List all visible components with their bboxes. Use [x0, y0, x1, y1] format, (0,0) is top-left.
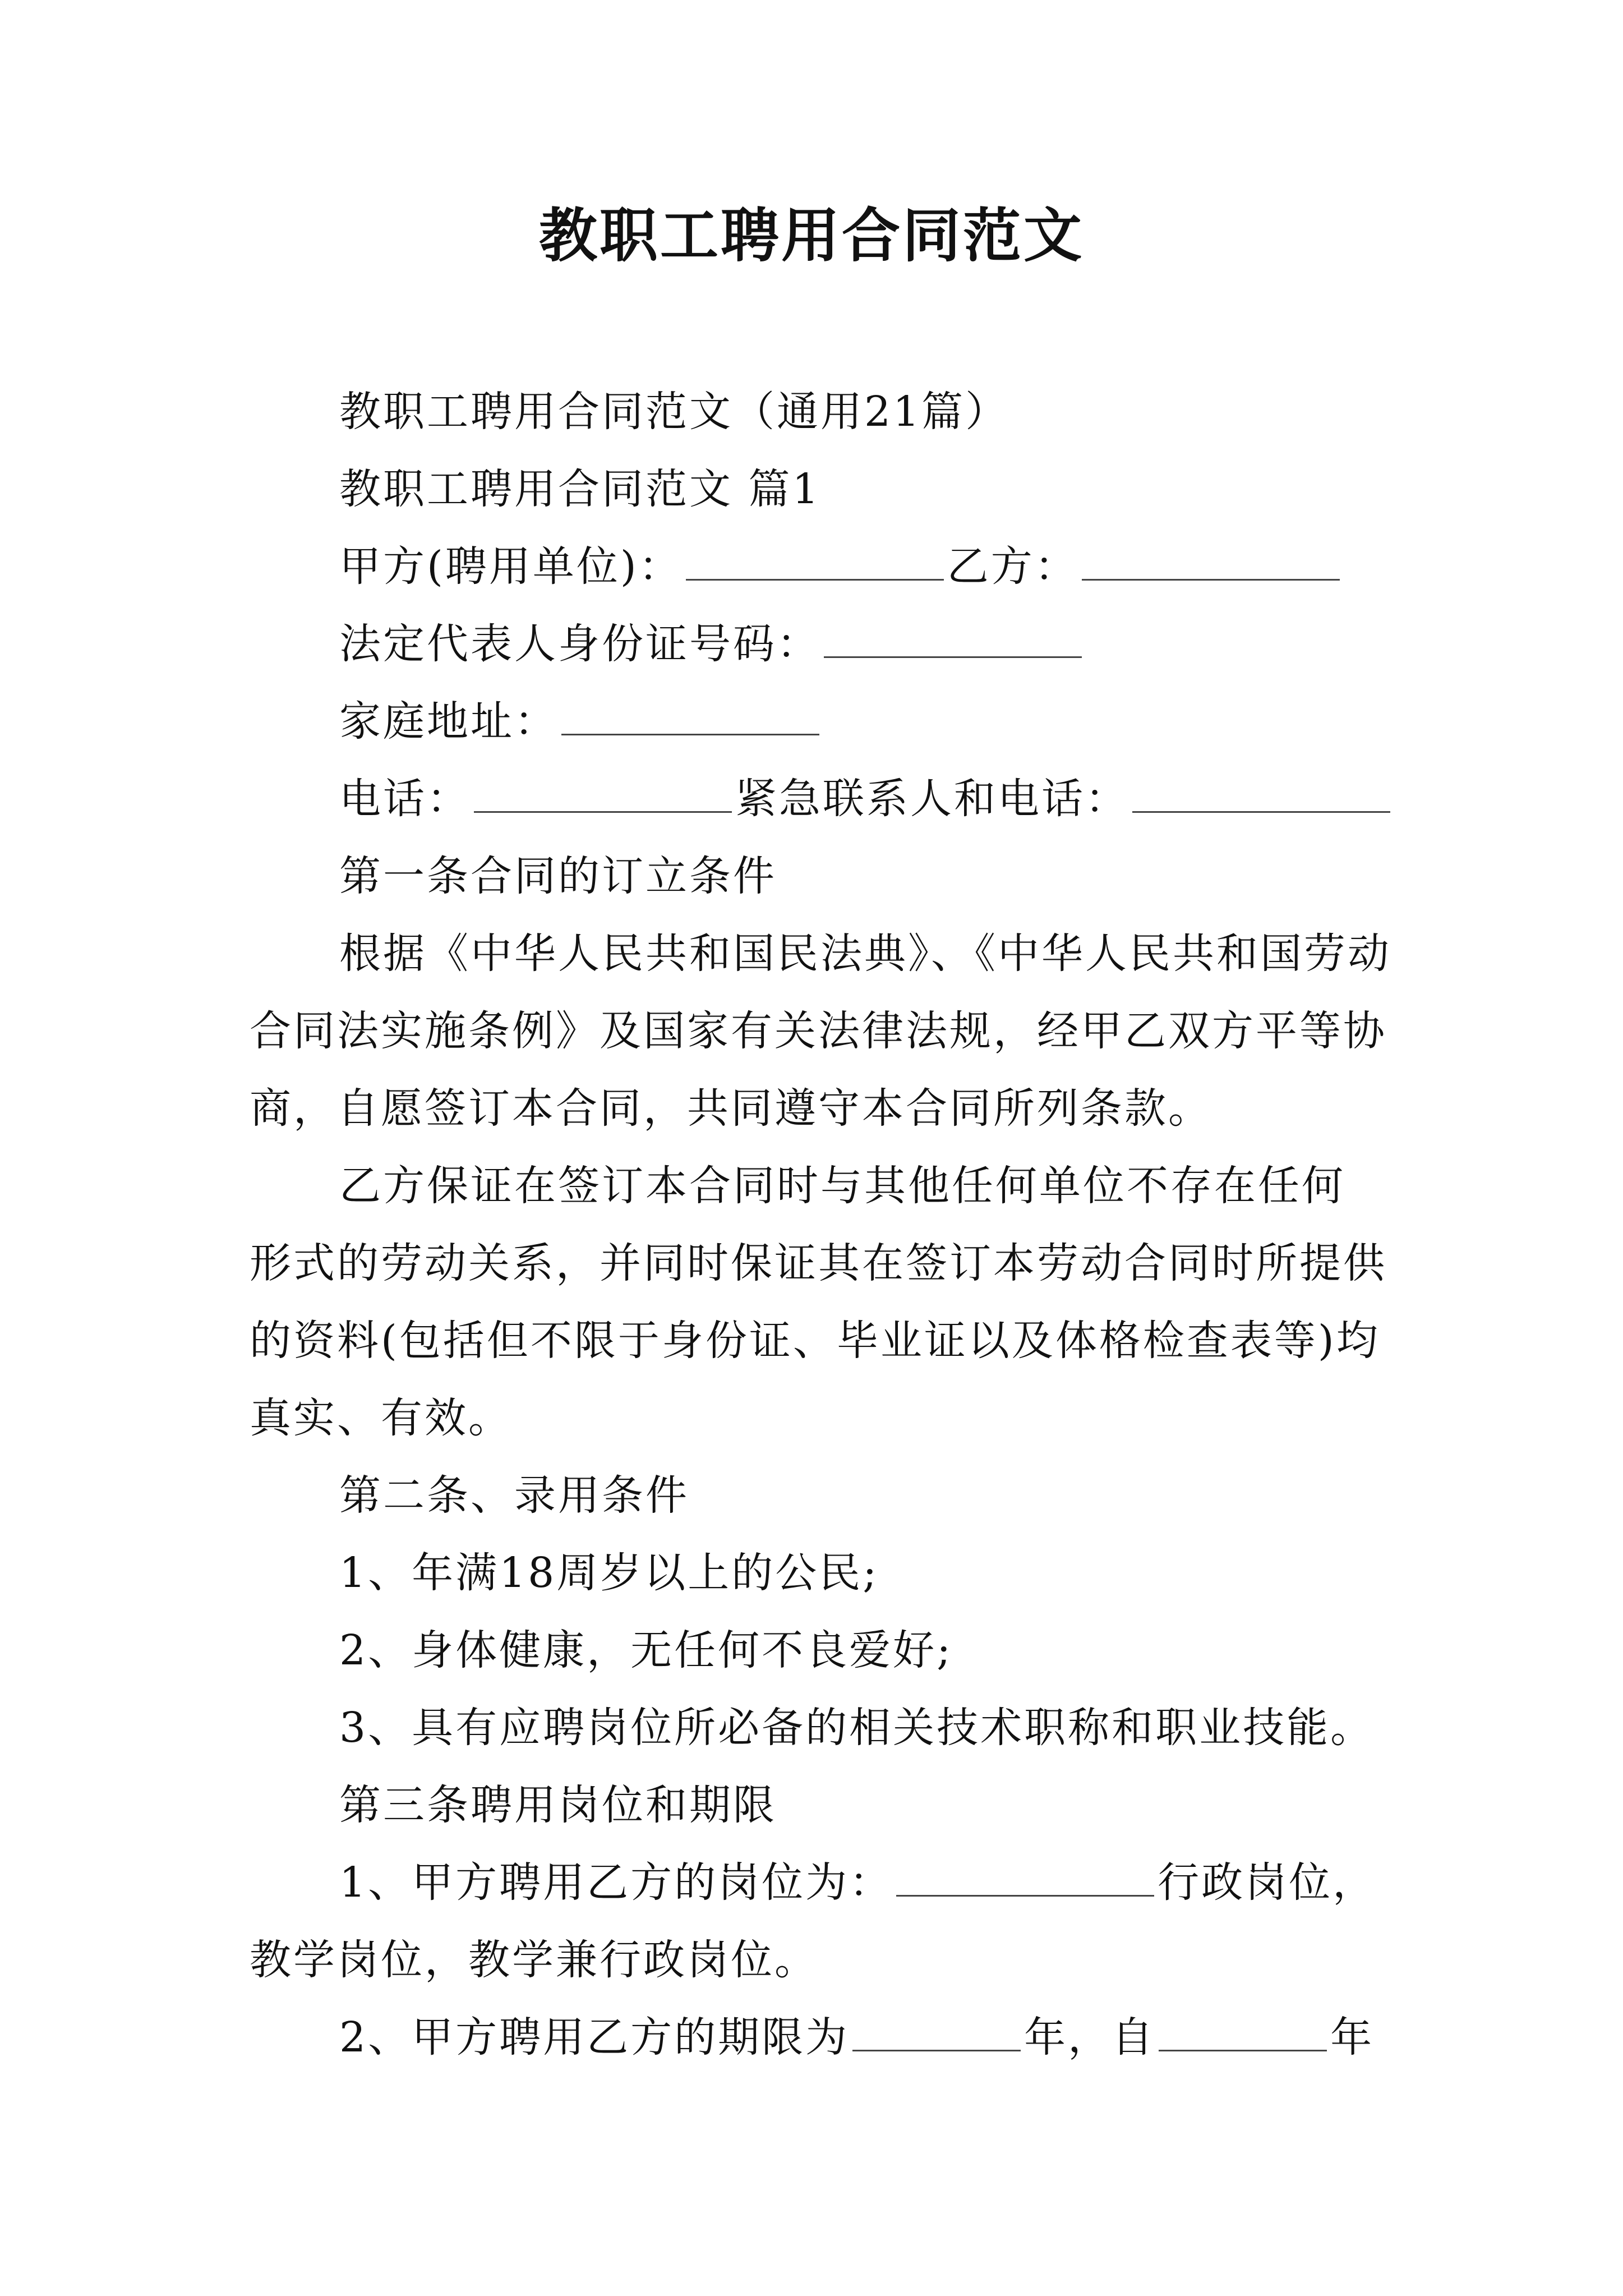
article-2-item: 3、具有应聘岗位所必备的相关技术职称和职业技能。	[339, 1704, 1375, 1752]
article-3-title: 第三条聘用岗位和期限	[339, 1781, 777, 1829]
article-3-item-1	[250, 1844, 1382, 1921]
article-3-item-1-text: 行政岗位，	[1158, 1858, 1377, 1907]
party-a-label: 甲方(聘用单位)：	[339, 542, 683, 591]
article-1-para-1-line: 根据《中华人民共和国民法典》、《中华人民共和国劳动	[339, 930, 1391, 978]
address-blank	[561, 700, 819, 735]
article-2-title: 第二条、录用条件	[339, 1471, 689, 1520]
party-b-label: 乙方：	[947, 542, 1078, 591]
address-label: 家庭地址：	[339, 697, 558, 746]
article-3-item-2-text: 年	[1330, 2013, 1375, 2062]
phone-line	[250, 760, 1382, 838]
phone-label: 电话：	[339, 775, 471, 823]
emergency-label: 紧急联系人和电话：	[735, 775, 1129, 823]
article-1-para-2-line: 乙方保证在签订本合同时与其他任何单位不存在任何	[339, 1162, 1345, 1210]
id-blank	[824, 623, 1082, 658]
article-1-para-2-line: 形式的劳动关系，并同时保证其在签订本劳动合同时所提供	[250, 1239, 1387, 1287]
article-3-item-1-text: 1、甲方聘用乙方的岗位为：	[339, 1858, 893, 1907]
years-blank	[852, 2016, 1021, 2051]
start-year-blank	[1159, 2016, 1327, 2051]
piece-heading: 教职工聘用合同范文 篇1	[339, 465, 821, 513]
subtitle: 教职工聘用合同范文（通用21篇）	[339, 388, 1009, 436]
id-label: 法定代表人身份证号码：	[339, 620, 820, 668]
article-3-item-2	[250, 1999, 1382, 2076]
id-line	[250, 605, 1382, 683]
emergency-blank	[1132, 777, 1390, 813]
position-blank	[896, 1861, 1154, 1897]
article-1-para-1-line: 合同法实施条例》及国家有关法律法规，经甲乙双方平等协	[250, 1007, 1387, 1055]
page-title: 教职工聘用合同范文	[538, 201, 1084, 270]
article-2-item: 2、身体健康，无任何不良爱好;	[339, 1626, 953, 1674]
article-3-item-2-text: 年，自	[1024, 2013, 1156, 2062]
article-1-para-2-line: 真实、有效。	[250, 1394, 512, 1442]
article-3-item-2-text: 2、甲方聘用乙方的期限为	[339, 2013, 850, 2062]
phone-blank	[474, 777, 732, 813]
party-a-blank	[686, 545, 944, 581]
article-1-para-2-line: 的资料(包括但不限于身份证、毕业证以及体格检查表等)均	[250, 1317, 1380, 1365]
document-body	[250, 373, 1391, 2076]
party-line	[250, 528, 1382, 605]
article-3-item-1-cont: 教学岗位，教学兼行政岗位。	[250, 1936, 818, 1984]
address-line	[250, 683, 1382, 760]
party-b-blank	[1082, 545, 1340, 581]
article-1-para-1-line: 商，自愿签订本合同，共同遵守本合同所列条款。	[250, 1084, 1212, 1133]
article-1-title: 第一条合同的订立条件	[339, 852, 777, 900]
article-2-item: 1、年满18周岁以上的公民;	[339, 1549, 879, 1597]
